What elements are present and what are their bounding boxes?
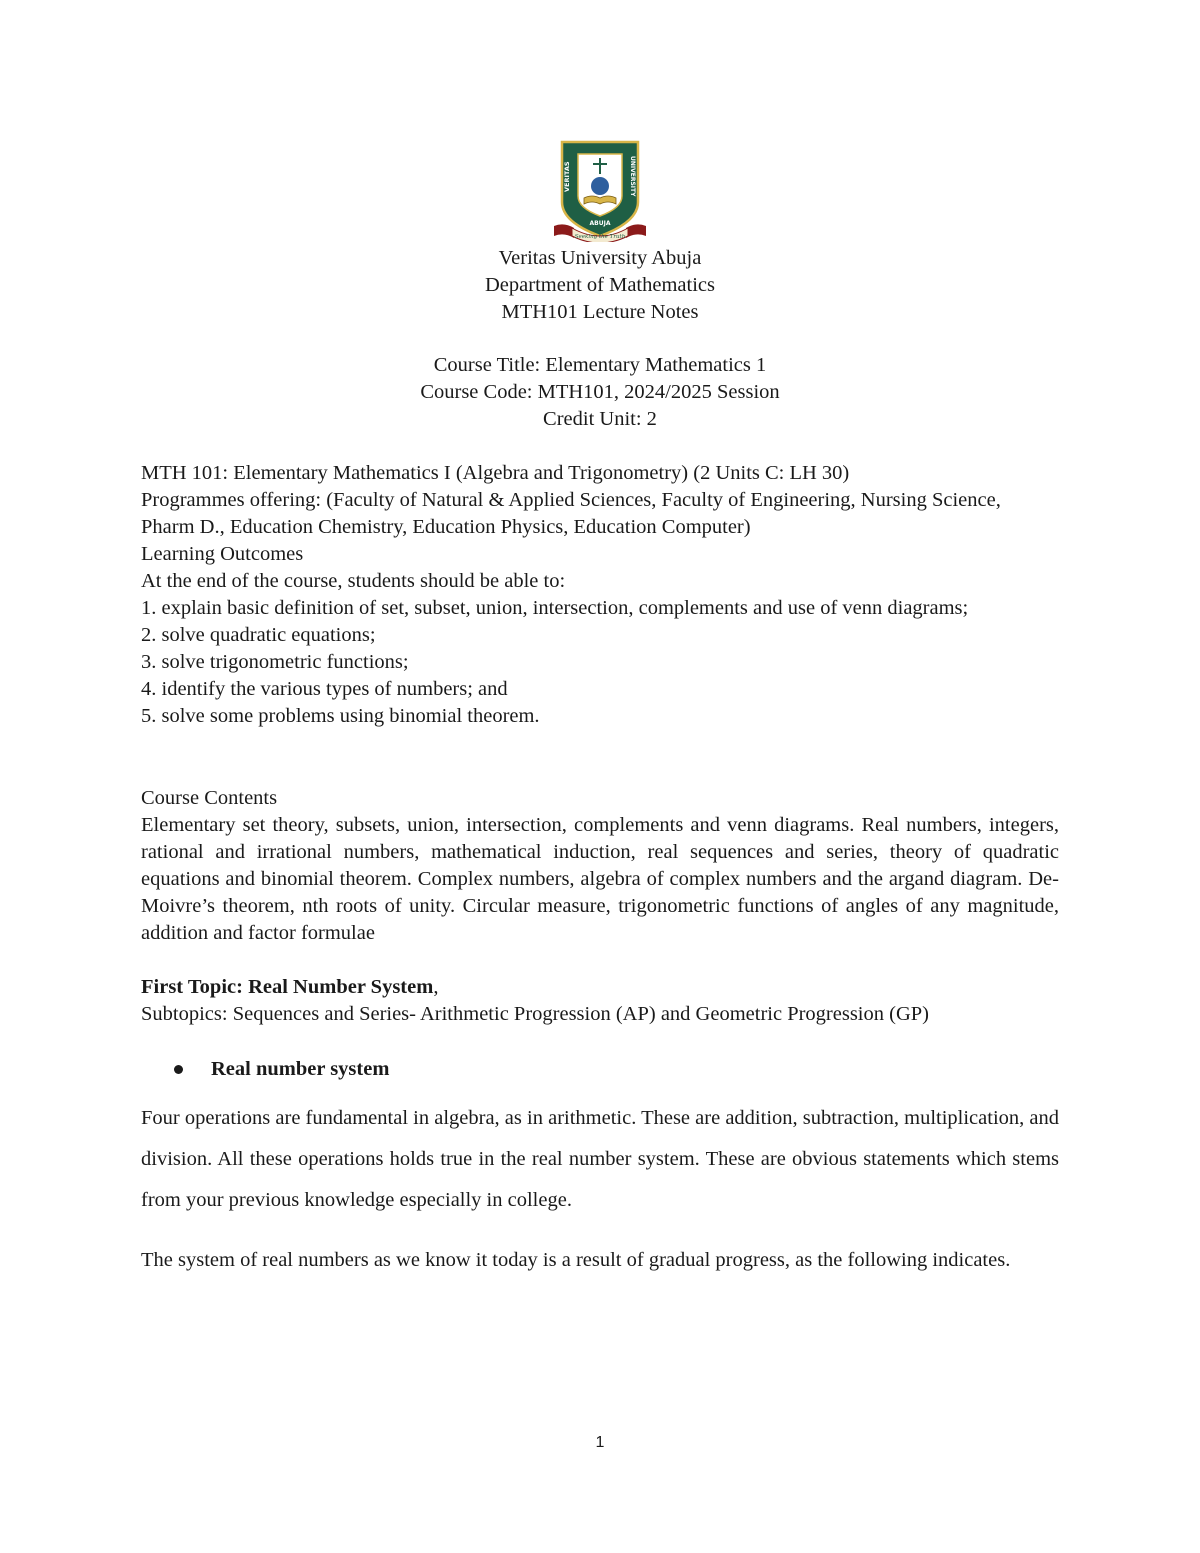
crest-motto-text: Seeking the Truth [574,234,626,240]
notes-title: MTH101 Lecture Notes [501,301,699,323]
section-heading: Real number system [211,1058,390,1080]
university-name: Veritas University Abuja [498,247,702,269]
outcome-item: 3. solve trigonometric functions; [141,651,409,673]
course-code: Course Code: MTH101, 2024/2025 Session [420,381,780,403]
topic-block [141,974,1059,1028]
course-contents-heading: Course Contents [141,787,278,809]
course-info [0,352,1200,433]
course-line: MTH 101: Elementary Mathematics I (Algebra and Trigonometry) (2 Units C: LH 30) [141,462,850,484]
course-contents-text: Elementary set theory, subsets, union, intersection, complements and venn diagrams. Real numbers, integers, rational and irrational numbers, mathematical induction, real sequences and series, theory of quadratic equations and binomial theorem. Complex numbers, algebra of complex numbers and the argand diagram. De-Moivre’s theorem, nth roots of unity. Circular measure, trigonometric functions of angles of any magnitude, addition and factor formulae [141,814,1059,944]
credit-unit: Credit Unit: 2 [543,408,657,430]
topic-title: First Topic: Real Number System [141,976,434,998]
paragraph-real-numbers: The system of real numbers as we know it today is a result of gradual progress, as the following indicates. [141,1249,1011,1271]
bullet-icon [174,1065,183,1074]
outcome-item: 2. solve quadratic equations; [141,624,376,646]
university-crest-logo [554,140,646,242]
outcome-item: 4. identify the various types of numbers; and [141,678,508,700]
outcome-item: 1. explain basic definition of set, subset, union, intersection, complements and use of venn diagrams; [141,597,969,619]
page-number: 1 [595,1434,605,1451]
programmes-line: Programmes offering: (Faculty of Natural & Applied Sciences, Faculty of Engineering, Nursing Science, Pharm D., Education Chemistry, Education Physics, Education Computer) [141,489,1001,538]
department-name: Department of Mathematics [485,274,715,296]
paragraph-operations: Four operations are fundamental in algebra, as in arithmetic. These are addition, subtraction, multiplication, and division. All these operations holds true in the real number system. These are obvious statements which stems from your previous knowledge especially in college. [141,1107,1059,1211]
crest-left-text: VERITAS [563,161,571,192]
course-title: Course Title: Elementary Mathematics 1 [433,354,767,376]
subtopics-line: Subtopics: Sequences and Series- Arithmetic Progression (AP) and Geometric Progression (GP) [141,1003,929,1025]
crest-right-text: UNIVERSITY [629,156,636,197]
learning-outcomes-heading: Learning Outcomes [141,543,304,565]
outcome-item: 5. solve some problems using binomial theorem. [141,705,540,727]
document-header [0,245,1200,326]
course-intro [141,460,1059,730]
learning-outcomes-lead: At the end of the course, students should be able to: [141,570,566,592]
course-contents [141,785,1059,947]
crest-bottom-text: ABUJA [589,220,611,227]
topic-title-suffix: , [433,976,439,998]
